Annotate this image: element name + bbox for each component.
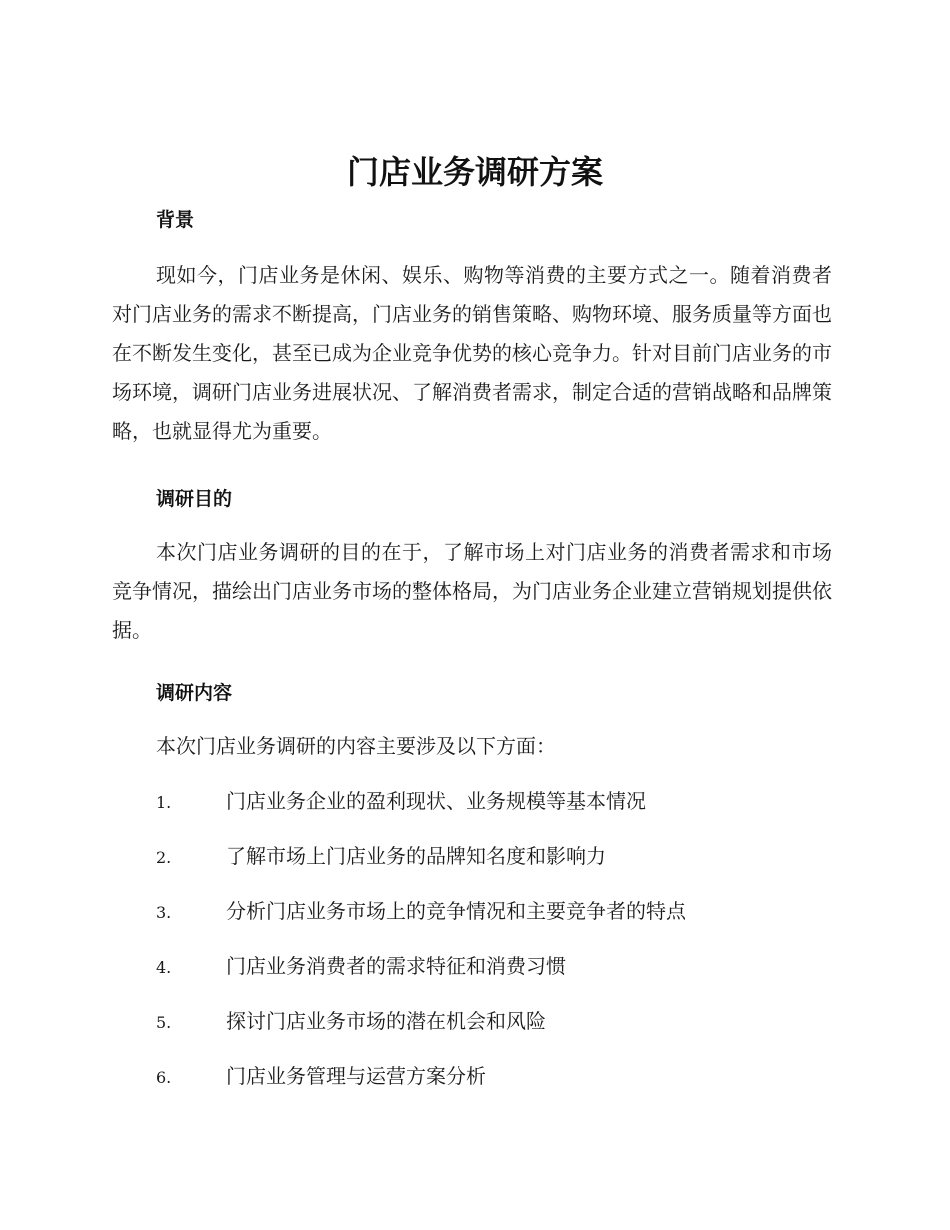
list-item-number: 3.: [156, 903, 172, 922]
section-heading-purpose: 调研目的: [156, 488, 233, 510]
list-item-number: 4.: [156, 958, 172, 977]
list-item: [0, 1061, 950, 1116]
list-item: [0, 786, 950, 841]
list-item-number: 2.: [156, 848, 172, 867]
list-item: [0, 1006, 950, 1061]
list-item: [0, 896, 950, 951]
section-lead-content: 本次门店业务调研的内容主要涉及以下方面：: [156, 734, 556, 758]
list-item-number: 1.: [156, 793, 172, 812]
list-item: [0, 841, 950, 896]
list-item-text: 门店业务企业的盈利现状、业务规模等基本情况: [226, 789, 646, 813]
content-list: [0, 786, 950, 1116]
section-heading-content: 调研内容: [156, 682, 233, 704]
list-item-number: 5.: [156, 1013, 172, 1032]
list-item-text: 探讨门店业务市场的潜在机会和风险: [226, 1009, 546, 1033]
list-item: [0, 951, 950, 1006]
list-item-text: 门店业务消费者的需求特征和消费习惯: [226, 954, 566, 978]
list-item-text: 门店业务管理与运营方案分析: [226, 1064, 486, 1088]
list-item-text: 了解市场上门店业务的品牌知名度和影响力: [226, 844, 606, 868]
section-paragraph-purpose: 本次门店业务调研的目的在于，了解市场上对门店业务的消费者需求和市场竞争情况，描绘出门店业务市场的整体格局，为门店业务企业建立营销规划提供依据。: [112, 540, 832, 642]
section-heading-background: 背景: [156, 209, 195, 231]
list-item-number: 6.: [156, 1068, 172, 1087]
section-paragraph-background: 现如今，门店业务是休闲、娱乐、购物等消费的主要方式之一。随着消费者对门店业务的需求不断提高，门店业务的销售策略、购物环境、服务质量等方面也在不断发生变化，甚至已成为企业竞争优势的核心竞争力。针对目前门店业务的市场环境，调研门店业务进展状况、了解消费者需求，制定合适的营销战略和品牌策略，也就显得尤为重要。: [112, 263, 832, 443]
list-item-text: 分析门店业务市场上的竞争情况和主要竞争者的特点: [226, 899, 686, 923]
document-title: 门店业务调研方案: [346, 153, 603, 191]
